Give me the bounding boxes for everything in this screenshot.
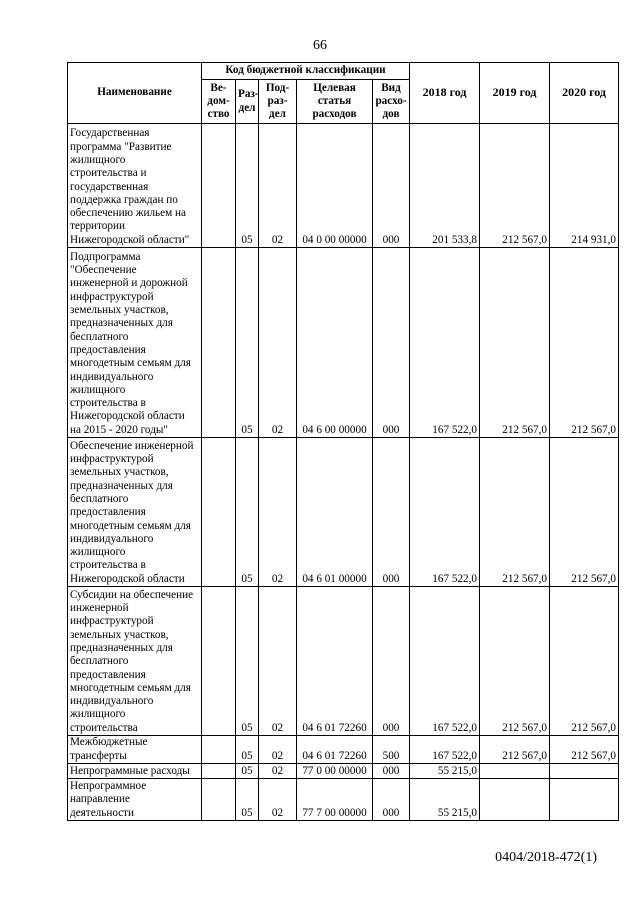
row-subsection: 02 (259, 587, 297, 736)
row-department (202, 438, 236, 587)
row-subsection: 02 (259, 764, 297, 779)
row-target-item: 77 7 00 00000 (297, 779, 373, 821)
header-department: Ве- дом- ство (202, 80, 236, 124)
header-subsection: Под- раз- дел (259, 80, 297, 124)
row-2018: 55 215,0 (410, 764, 480, 779)
row-section: 05 (236, 764, 259, 779)
row-name: Государственная программа "Развитие жилищного строительства и государственная поддержка граждан по обеспечению жильем на территории Нижегородской области" (68, 124, 202, 248)
row-2018: 201 533,8 (410, 124, 480, 248)
row-department (202, 779, 236, 821)
row-department (202, 764, 236, 779)
row-target-item: 04 6 01 72260 (297, 736, 373, 764)
row-target-item: 04 0 00 00000 (297, 124, 373, 248)
row-department (202, 248, 236, 438)
row-expense-type: 000 (373, 124, 410, 248)
document-number: 0404/2018-472(1) (495, 850, 597, 865)
row-2020: 212 567,0 (550, 587, 619, 736)
row-2018: 167 522,0 (410, 736, 480, 764)
header-name: Наименование (68, 63, 202, 124)
row-2020: 212 567,0 (550, 438, 619, 587)
header-section: Раз- дел (236, 80, 259, 124)
row-subsection: 02 (259, 124, 297, 248)
row-section: 05 (236, 248, 259, 438)
row-2018: 167 522,0 (410, 248, 480, 438)
row-section: 05 (236, 779, 259, 821)
row-department (202, 587, 236, 736)
row-section: 05 (236, 587, 259, 736)
row-2019: 212 567,0 (480, 124, 550, 248)
row-name: Непрограммное направление деятельности (68, 779, 202, 821)
row-expense-type: 000 (373, 438, 410, 587)
row-expense-type: 500 (373, 736, 410, 764)
row-section: 05 (236, 124, 259, 248)
row-name: Обеспечение инженерной инфраструктурой земельных участков, предназначенных для бесплатного предоставления многодетным семьям для индивидуального жилищного строительства в Нижегородской области (68, 438, 202, 587)
row-target-item: 04 6 01 00000 (297, 438, 373, 587)
row-subsection: 02 (259, 438, 297, 587)
budget-table (67, 62, 619, 821)
header-expense-type: Вид расхо- дов (373, 80, 410, 124)
header-2019: 2019 год (480, 63, 550, 124)
row-expense-type: 000 (373, 248, 410, 438)
row-section: 05 (236, 736, 259, 764)
row-section: 05 (236, 438, 259, 587)
row-2020 (550, 779, 619, 821)
page-number: 66 (313, 38, 327, 53)
row-2018: 55 215,0 (410, 779, 480, 821)
row-subsection: 02 (259, 248, 297, 438)
row-subsection: 02 (259, 779, 297, 821)
row-2020: 212 567,0 (550, 736, 619, 764)
row-name: Субсидии на обеспечение инженерной инфраструктурой земельных участков, предназначенных для бесплатного предоставления многодетным семьям для индивидуального жилищного строительства (68, 587, 202, 736)
row-2019 (480, 779, 550, 821)
row-subsection: 02 (259, 736, 297, 764)
row-name: Непрограммные расходы (68, 764, 202, 779)
header-2018: 2018 год (410, 63, 480, 124)
row-name: Межбюджетные трансферты (68, 736, 202, 764)
row-name: Подпрограмма "Обеспечение инженерной и дорожной инфраструктурой земельных участков, предназначенных для бесплатного предоставления многодетным семьям для индивидуального жилищного строительства в Нижегородской области на 2015 - 2020 годы" (68, 248, 202, 438)
row-target-item: 77 0 00 00000 (297, 764, 373, 779)
row-2020: 212 567,0 (550, 248, 619, 438)
row-department (202, 736, 236, 764)
row-expense-type: 000 (373, 779, 410, 821)
row-2019: 212 567,0 (480, 736, 550, 764)
header-target-item: Целевая статья расходов (297, 80, 373, 124)
row-2020: 214 931,0 (550, 124, 619, 248)
row-2018: 167 522,0 (410, 438, 480, 587)
row-2019: 212 567,0 (480, 438, 550, 587)
row-2018: 167 522,0 (410, 587, 480, 736)
header-classification-group: Код бюджетной классификации (202, 63, 410, 80)
row-2019: 212 567,0 (480, 587, 550, 736)
row-expense-type: 000 (373, 587, 410, 736)
row-expense-type: 000 (373, 764, 410, 779)
row-target-item: 04 6 00 00000 (297, 248, 373, 438)
row-department (202, 124, 236, 248)
header-2020: 2020 год (550, 63, 619, 124)
row-2020 (550, 764, 619, 779)
row-target-item: 04 6 01 72260 (297, 587, 373, 736)
row-2019 (480, 764, 550, 779)
row-2019: 212 567,0 (480, 248, 550, 438)
